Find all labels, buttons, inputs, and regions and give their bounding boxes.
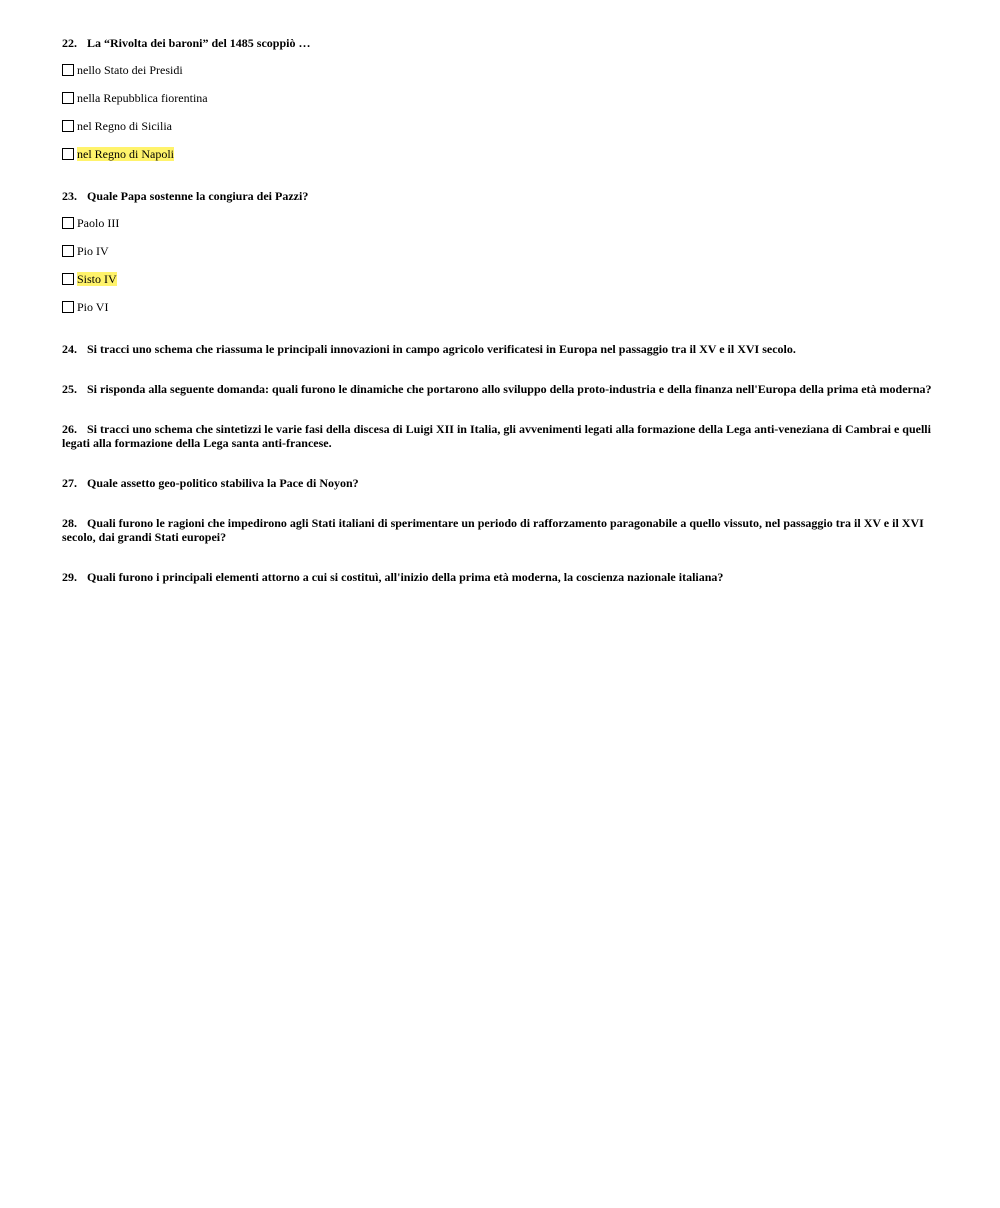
- question-22: [62, 36, 940, 162]
- option-label: nella Repubblica fiorentina: [77, 91, 208, 105]
- option-label-highlighted: nel Regno di Napoli: [77, 147, 174, 161]
- option-item[interactable]: [62, 271, 940, 287]
- option-label: nel Regno di Sicilia: [77, 119, 172, 133]
- option-checkbox[interactable]: [62, 217, 74, 229]
- option-item[interactable]: [62, 90, 940, 106]
- question-29: [62, 570, 940, 584]
- question-text: Quali furono le ragioni che impedirono agli Stati italiani di sperimentare un periodo di rafforzamento paragonabile a quello vissuto, nel passaggio tra il XV e il XVI secolo, dai grandi Stati europei?: [62, 516, 924, 544]
- question-text: 22. La “Rivolta dei baroni” del 1485 scoppiò …: [62, 36, 311, 50]
- question-number: 29.: [62, 570, 77, 584]
- option-checkbox[interactable]: [62, 120, 74, 132]
- question-26: [62, 422, 940, 450]
- question-number: 28.: [62, 516, 77, 530]
- answer-options: [62, 62, 940, 162]
- option-checkbox[interactable]: [62, 148, 74, 160]
- quiz-page: [62, 36, 940, 610]
- question-number: 23.: [62, 189, 77, 203]
- question-text: Si tracci uno schema che riassuma le principali innovazioni in campo agricolo verificatesi in Europa nel passaggio tra il XV e il XVI secolo.: [87, 342, 796, 356]
- question-text: Si tracci uno schema che sintetizzi le varie fasi della discesa di Luigi XII in Italia, gli avvenimenti legati alla formazione della Lega anti-veneziana di Cambrai e quelli legati alla formazione della Lega santa anti-francese.: [62, 422, 931, 450]
- option-checkbox[interactable]: [62, 301, 74, 313]
- option-label-highlighted: Sisto IV: [77, 272, 117, 286]
- option-item[interactable]: [62, 62, 940, 78]
- question-23: [62, 189, 940, 315]
- option-item[interactable]: [62, 243, 940, 259]
- question-number: 26.: [62, 422, 77, 436]
- option-item[interactable]: [62, 299, 940, 315]
- option-label: nello Stato dei Presidi: [77, 63, 183, 77]
- question-text: Quali furono i principali elementi attorno a cui si costituì, all'inizio della prima età moderna, la coscienza nazionale italiana?: [87, 570, 724, 584]
- question-25: [62, 382, 940, 396]
- option-item[interactable]: [62, 146, 940, 162]
- question-24: [62, 342, 940, 356]
- question-text: 23. Quale Papa sostenne la congiura dei Pazzi?: [62, 189, 309, 203]
- option-item[interactable]: [62, 118, 940, 134]
- question-text: Quale assetto geo-politico stabiliva la Pace di Noyon?: [87, 476, 359, 490]
- question-number: 24.: [62, 342, 77, 356]
- question-number: 25.: [62, 382, 77, 396]
- option-label: Pio VI: [77, 300, 109, 314]
- answer-options: [62, 215, 940, 315]
- question-number: 27.: [62, 476, 77, 490]
- option-label: Paolo III: [77, 216, 120, 230]
- option-checkbox[interactable]: [62, 245, 74, 257]
- option-checkbox[interactable]: [62, 92, 74, 104]
- question-28: [62, 516, 940, 544]
- question-text: Si risponda alla seguente domanda: quali furono le dinamiche che portarono allo sviluppo della proto-industria e della finanza nell'Europa della prima età moderna?: [87, 382, 932, 396]
- question-27: [62, 476, 940, 490]
- option-checkbox[interactable]: [62, 273, 74, 285]
- option-checkbox[interactable]: [62, 64, 74, 76]
- option-label: Pio IV: [77, 244, 109, 258]
- question-number: 22.: [62, 36, 77, 50]
- option-item[interactable]: [62, 215, 940, 231]
